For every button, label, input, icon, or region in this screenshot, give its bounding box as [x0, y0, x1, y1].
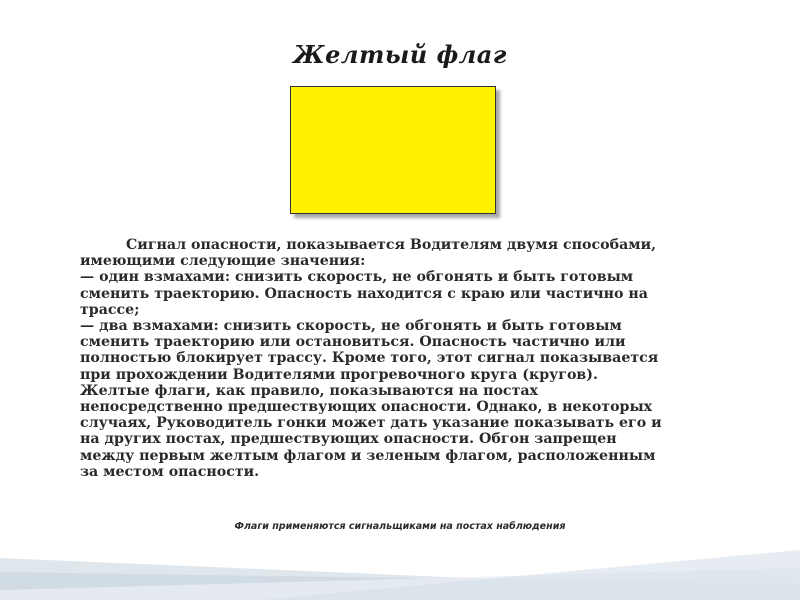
body-line: — один взмахами: снизить скорость, не обгонять и быть готовым	[80, 269, 634, 286]
body-line: сменить траекторию или остановиться. Опасность частично или	[80, 334, 626, 351]
body-line: трассе;	[80, 301, 140, 318]
body-line: непосредственно предшествующих опасности. Однако, в некоторых	[80, 399, 653, 416]
slide-title: Желтый флаг	[293, 40, 507, 69]
footer-note: Флаги применяются сигнальщиками на постах наблюдения	[234, 521, 566, 532]
body-line: за местом опасности.	[80, 463, 260, 480]
body-line: имеющими следующие значения:	[80, 253, 366, 270]
body-line: полностью блокирует трассу. Кроме того, этот сигнал показывается	[80, 350, 659, 367]
body-line: на других постах, предшествующих опасности. Обгон запрещен	[80, 431, 617, 448]
body-line: сменить траекторию. Опасность находится с краю или частично на	[80, 285, 648, 302]
body-text	[80, 237, 745, 480]
body-line: Желтые флаги, как правило, показываются на постах	[80, 382, 539, 399]
body-line: между первым желтым флагом и зеленым флагом, расположенным	[80, 447, 656, 464]
body-line: — два взмахами: снизить скорость, не обгонять и быть готовым	[80, 318, 622, 335]
body-line: случаях, Руководитель гонки может дать указание показывать его и	[80, 415, 662, 432]
decorative-stripes	[0, 520, 800, 600]
body-line: при прохождении Водителями прогревочного круга (кругов).	[80, 366, 598, 383]
yellow-flag-image	[290, 86, 496, 214]
body-line: Сигнал опасности, показывается Водителям двумя способами,	[126, 237, 657, 253]
